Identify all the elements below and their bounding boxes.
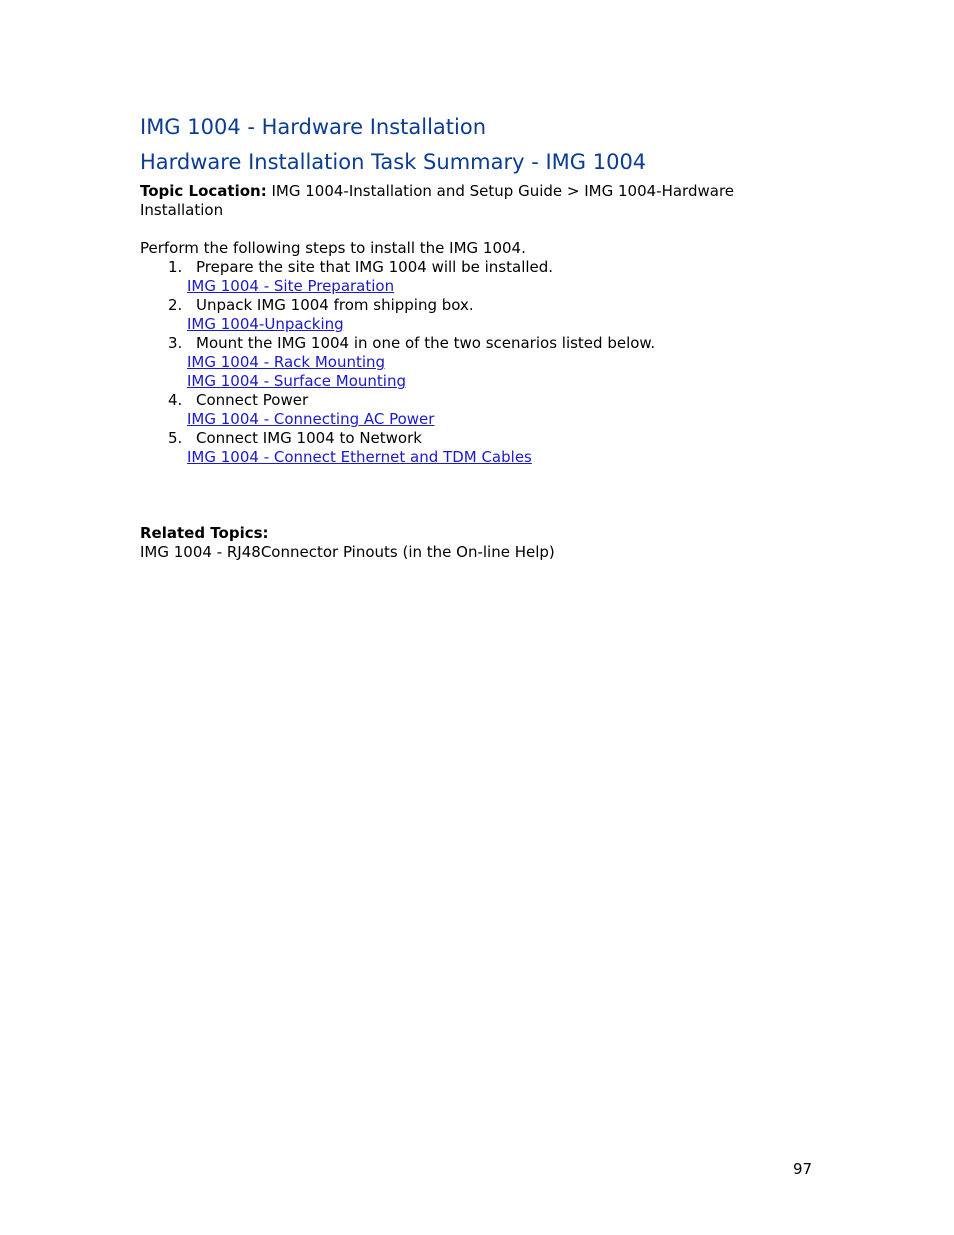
steps-list <box>140 258 820 467</box>
link-rack-mounting[interactable]: IMG 1004 - Rack Mounting <box>187 353 386 371</box>
link-unpacking[interactable]: IMG 1004-Unpacking <box>187 315 344 333</box>
topic-location <box>140 182 820 220</box>
link-connecting-ac-power[interactable]: IMG 1004 - Connecting AC Power <box>187 410 435 428</box>
step-number: 1. <box>168 258 183 276</box>
intro-text: Perform the following steps to install the IMG 1004. <box>140 239 526 257</box>
related-topics-text: IMG 1004 - RJ48Connector Pinouts (in the On-line Help) <box>140 543 555 561</box>
step-text: Prepare the site that IMG 1004 will be installed. <box>196 258 554 276</box>
step-number: 3. <box>168 334 183 352</box>
step-number: 5. <box>168 429 183 447</box>
section-title: Hardware Installation Task Summary - IMG 1004 <box>140 150 647 174</box>
step-number: 4. <box>168 391 183 409</box>
topic-location-label: Topic Location: <box>140 182 267 200</box>
step-text: Connect IMG 1004 to Network <box>196 429 422 447</box>
list-item <box>140 391 820 429</box>
step-text: Mount the IMG 1004 in one of the two scenarios listed below. <box>196 334 656 352</box>
link-site-preparation[interactable]: IMG 1004 - Site Preparation <box>187 277 395 295</box>
topic-location-path-cont: Installation <box>140 201 224 219</box>
page-title: IMG 1004 - Hardware Installation <box>140 115 487 139</box>
list-item <box>140 296 820 334</box>
step-text: Unpack IMG 1004 from shipping box. <box>196 296 474 314</box>
page-number: 97 <box>793 1160 813 1178</box>
link-ethernet-tdm-cables[interactable]: IMG 1004 - Connect Ethernet and TDM Cables <box>187 448 532 466</box>
topic-location-path: IMG 1004-Installation and Setup Guide > IMG 1004-Hardware <box>266 182 735 200</box>
list-item <box>140 334 820 391</box>
related-topics <box>140 524 820 562</box>
related-topics-label: Related Topics: <box>140 524 269 542</box>
step-text: Connect Power <box>196 391 309 409</box>
step-number: 2. <box>168 296 183 314</box>
link-surface-mounting[interactable]: IMG 1004 - Surface Mounting <box>187 372 407 390</box>
document-page <box>140 110 820 562</box>
list-item <box>140 429 820 467</box>
list-item <box>140 258 820 296</box>
